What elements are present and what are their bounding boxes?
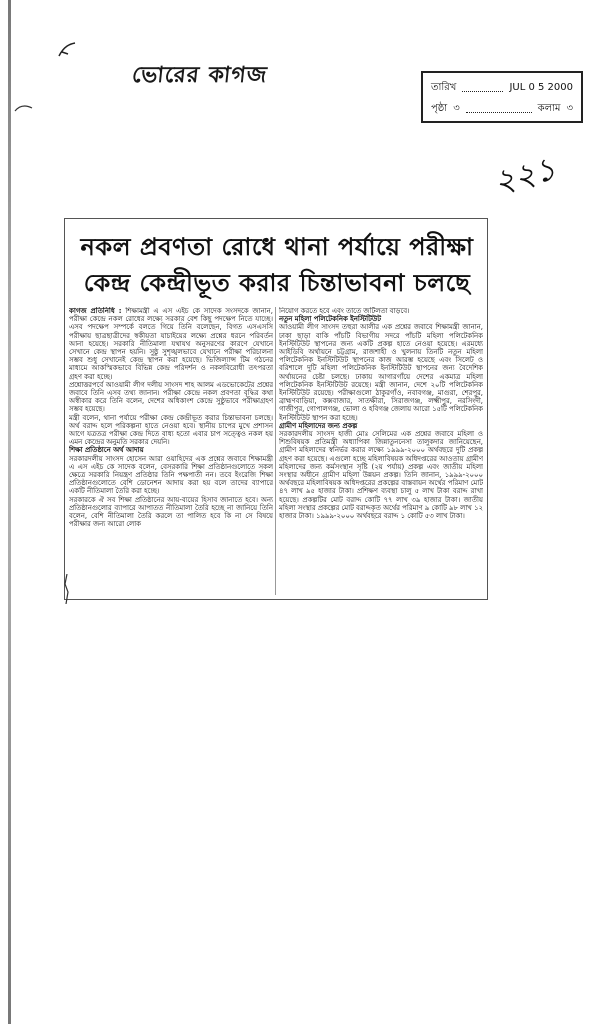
- article-paragraph: সরকারকে ঐ সব শিক্ষা প্রতিষ্ঠানের আয়-ব্যয়ের হিসাব জানাতে হবে। অন্য প্রতিষ্ঠানগুলোর ব্যাপারে আপাতত নীতিমালা তৈরি হচ্ছে না জানিয়ে তিনি বলেন, বেশি নীতিমালা তৈরি করলে তা পালিত হবে কি না সে বিষয়ে পরীক্ষার জন্য আরো লোক: [69, 495, 273, 529]
- stamp-column-label: কলাম: [537, 103, 561, 114]
- article-headline: [65, 229, 489, 301]
- newspaper-clipping: [64, 218, 488, 600]
- article-paragraph: সরকারদলীয় সাংসদ হাজী মোঃ সেলিমের এক প্রশ্নের জবাবে মহিলা ও শিশুবিষয়ক প্রতিমন্ত্রী অধ্যাপিকা জিন্নাতুননেসা তালুকদার জানিয়েছেন, গ্রামীণ মহিলাদের স্বনির্ভর করার লক্ষ্যে ১৯৯৯-২০০০ অর্থবছরে দুটি প্রকল্প গ্রহণ করা হয়েছে। এগুলো হচ্ছে মহিলাবিষয়ক অধিদপ্তরের আওতায় গ্রামীণ মহিলাদের জন্য কর্মসংস্থান সৃষ্টি (২য় পর্যায়) প্রকল্প এবং জাতীয় মহিলা সংস্থার অধীনে গ্রামীণ মহিলা উন্নয়ন প্রকল্প। তিনি জানান, ১৯৯৯-২০০০ অর্থবছরে মহিলাবিষয়ক অধিদপ্তরের প্রকল্পের বাস্তবায়ন অর্থের পরিমাণ মোট ৪৭ লাখ ৯৫ হাজার টাকা। প্রশিক্ষণ ব্যবস্থা চালু ৫ লাখ টাকা বরাদ্দ রাখা হয়েছে। প্রকল্পটির মোট বরাদ্দ কোটি ৭৭ লাখ ৩৯ হাজার টাকা। জাতীয় মহিলা সংস্থার প্রকল্পের মোট বরাদ্দকৃত অর্থের পরিমাণ ৯ কোটি ৯৮ লাখ ১২ হাজার টাকা। ১৯৯৯-২০০০ অর্থবছরে বরাদ্দ ১ কোটি ৫৩ লাখ টাকা।: [279, 430, 483, 521]
- article-subheading: শিক্ষা প্রতিষ্ঠানে অর্থ আদায়: [69, 446, 144, 455]
- stamp-page-label: পৃষ্ঠা: [431, 103, 448, 114]
- stamp-date-row: [431, 77, 573, 98]
- newspaper-masthead: ভোরের কাগজ: [130, 63, 269, 88]
- article-column-right: [279, 307, 483, 595]
- headline-line-2: কেন্দ্র কেন্দ্রীভূত করার চিন্তাভাবনা চলছে: [83, 269, 471, 297]
- article-paragraph: নিয়োগ করতে হবে এবং তাতে জটিলতা বাড়বে।: [279, 307, 410, 315]
- stamp-date-label: তারিখ: [431, 82, 457, 93]
- article-paragraph: প্রশ্নোত্তরপর্বে আওয়ামী লীগ দলীয় সাংসদ শাহ আলম এডভোকেটের প্রশ্নের জবাবে তিনি এসব তথ্য জানান। পরীক্ষা কেন্দ্রে নকল প্রবণতা বৃদ্ধির কথা অস্বীকার করে তিনি বলেন, দেশের অধিকাংশ কেন্দ্রে সুষ্ঠুভাবে পরীক্ষাগ্রহণ সম্ভব হয়েছে।: [69, 380, 273, 414]
- stamp-page-row: [431, 98, 573, 119]
- article-paragraph: আওয়ামী লীগ সাংসদ তহুরা আলীর এক প্রশ্নের জবাবে শিক্ষামন্ত্রী জানান, ঢাকা ছাড়া বাকি পাঁচটি বিভাগীয় সদরে পাঁচটি মহিলা পলিটেকনিক ইনস্টিটিউট স্থাপনের জন্য একটি প্রকল্প হাতে নেওয়া হয়েছে। এরমধ্যে আইডিবি অর্থায়নে চট্টগ্রাম, রাজশাহী ও খুলনায় তিনটি নতুন মহিলা পলিটেকনিক ইনস্টিটিউট স্থাপনের কাজ আরম্ভ হয়েছে এবং সিলেট ও বরিশালে দুটি মহিলা পলিটেকনিক ইনস্টিটিউট স্থাপনের জন্য বৈদেশিক অর্থায়নের চেষ্টা চলছে। ঢাকায় আগারগাঁয়ে দেশের একমাত্র মহিলা পলিটেকনিক ইনস্টিটিউট রয়েছে। মন্ত্রী জানান, দেশে ২০টি পলিটেকনিক ইনস্টিটিউট রয়েছে। পরীক্ষাগুলো ঠাকুরগাঁও, নবাবগঞ্জ, মাগুরা, শেরপুর, ব্রাহ্মণবাড়িয়া, কক্সবাজার, সাতক্ষীরা, সিরাজগঞ্জ, লক্ষ্মীপুর, নরসিংদী, গাজীপুর, গোপালগঞ্জ, ভোলা ও হবিগঞ্জ জেলায় আরো ১৫টি পলিটেকনিক ইনস্টিটিউট স্থাপন করা হচ্ছে।: [279, 323, 483, 422]
- stamp-dotted-line: [462, 77, 503, 92]
- article-column-left: [69, 307, 273, 595]
- stamp-page-value: ৩: [453, 103, 460, 114]
- article-byline: কাগজ প্রতিনিধি :: [69, 307, 122, 315]
- stamp-column-value: ৩: [566, 103, 573, 114]
- handwritten-number: ২২১: [489, 149, 560, 202]
- column-divider: [275, 307, 276, 595]
- stamp-dotted-line: [466, 98, 532, 113]
- ink-scribble: [56, 40, 78, 60]
- clipping-tear-mark: [62, 574, 72, 604]
- stamp-date-value: JUL 0 5 2000: [509, 82, 573, 93]
- page-left-edge: [8, 0, 11, 1024]
- article-paragraph: সরকারদলীয় সাংসদ হোসেন আরা ওয়াহিদের এক প্রশ্নের জবাবে শিক্ষামন্ত্রী এ এস এইচ কে সাদেক বলেন, বেসরকারি শিক্ষা প্রতিষ্ঠানগুলোতে সকল ক্ষেত্রে সরকারি নিয়ন্ত্রণ প্রতিষ্ঠার তিনি পক্ষপাতী নন। তবে ইংরেজি শিক্ষা প্রতিষ্ঠানগুলোতে বেশি ডোনেশন আদায় করা হয় বলে তাদের ব্যাপারে একটি নীতিমালা তৈরি করা হচ্ছে।: [69, 454, 273, 496]
- article-subheading: গ্রামীণ মহিলাদের জন্য প্রকল্প: [279, 421, 358, 430]
- headline-line-1: নকল প্রবণতা রোধে থানা পর্যায়ে পরীক্ষা: [80, 233, 474, 261]
- ink-scribble: [14, 102, 34, 114]
- date-stamp: [421, 71, 583, 123]
- article-paragraph: শিক্ষামন্ত্রী এ এস এইচ কে সাদেক সংসদকে জানান, পরীক্ষা কেন্দ্রে নকল রোধের লক্ষ্যে সরকার বেশ কিছু পদক্ষেপ নিতে যাচ্ছে। এসব পদক্ষেপ সম্পর্কে বলতে গিয়ে তিনি বলেছেন, বিগত এসএসসি পরীক্ষায় ছাত্রছাত্রীদের স্বকীয়তা যাচাইয়ের লক্ষ্যে প্রশ্নের ধরনে পরিবর্তন আনা হয়েছে। সরকারি নীতিমালা যথাযথ অনুসরণের কারণে যেখানে সেখানে কেন্দ্র স্থাপন হয়নি। সুষ্ঠু সুশৃঙ্খলভাবে যেখানে পরীক্ষা পরিচালনা সম্ভব শুধু সেখানেই কেন্দ্র স্থাপন করা হয়েছে। ভিজিল্যান্স টিম গঠনের মাধ্যমে আকস্মিকভাবে বিভিন্ন কেন্দ্র পরিদর্শন ও নকলবিরোধী তৎপরতা গ্রহণ করা হচ্ছে।: [69, 307, 273, 381]
- article-subheading: নতুন মহিলা পলিটেকনিক ইনস্টিটিউট: [279, 315, 381, 324]
- article-paragraph: মন্ত্রী বলেন, থানা পর্যায়ে পরীক্ষা কেন্দ্র কেন্দ্রীভূত করার চিন্তাভাবনা চলছে। অর্থ বরাদ্দ হলে পরিকল্পনা হাতে নেওয়া হবে। স্থানীয় চাপের মুখে প্রশাসন আগে যত্রতত্র পরীক্ষা কেন্দ্র দিতে বাধ্য হতো এবার চাপ সত্ত্বেও নকল হয় এমন কেন্দ্রের অনুমতি সরকার দেয়নি।: [69, 413, 273, 447]
